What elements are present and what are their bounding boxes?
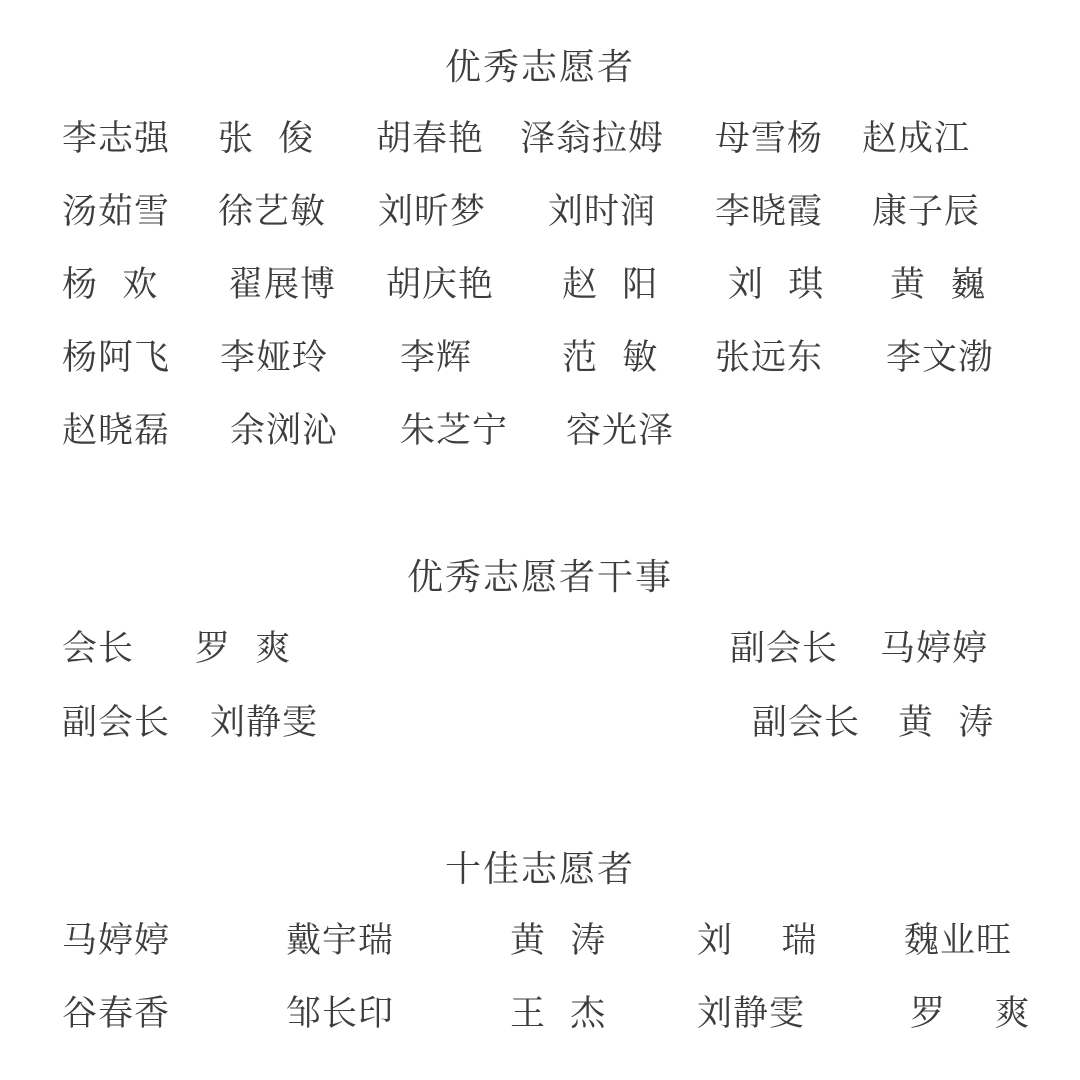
volunteer-name: 张 俊 <box>218 119 315 159</box>
volunteer-name: 李志强 <box>62 119 171 159</box>
officer-role: 会长 <box>62 629 135 669</box>
officer-name: 罗 爽 <box>195 629 292 669</box>
volunteer-name: 赵晓磊 <box>62 411 171 451</box>
volunteer-name: 母雪杨 <box>715 119 824 159</box>
officer-role: 副会长 <box>730 629 839 669</box>
top-volunteer-name: 刘 瑞 <box>697 921 818 961</box>
volunteer-name: 康子辰 <box>872 192 981 232</box>
officer-name: 黄 涛 <box>898 703 995 743</box>
volunteer-name: 范 敏 <box>562 338 659 378</box>
volunteer-name: 黄 巍 <box>890 265 987 305</box>
volunteer-name: 翟展博 <box>228 265 337 305</box>
volunteer-name: 余浏沁 <box>230 411 339 451</box>
volunteer-name: 赵成江 <box>862 119 971 159</box>
officer-role: 副会长 <box>752 703 861 743</box>
top-volunteer-name: 罗 爽 <box>910 994 1031 1034</box>
top-volunteer-name: 魏业旺 <box>904 921 1013 961</box>
top-volunteer-name: 马婷婷 <box>62 921 171 961</box>
volunteer-name: 李晓霞 <box>715 192 824 232</box>
top-volunteer-name: 黄 涛 <box>510 921 607 961</box>
volunteer-name: 李辉 <box>400 338 473 378</box>
volunteer-name: 李娅玲 <box>220 338 329 378</box>
volunteer-name: 汤茹雪 <box>62 192 171 232</box>
section-title-officers: 优秀志愿者干事 <box>406 557 673 598</box>
section-title-excellent-volunteers: 优秀志愿者 <box>444 47 635 88</box>
volunteer-name: 徐艺敏 <box>218 192 327 232</box>
volunteer-name: 刘时润 <box>548 192 657 232</box>
volunteer-name: 赵 阳 <box>562 265 659 305</box>
volunteer-name: 胡庆艳 <box>386 265 495 305</box>
volunteer-name: 杨阿飞 <box>62 338 171 378</box>
volunteer-name: 容光泽 <box>566 411 675 451</box>
volunteer-name: 刘 琪 <box>728 265 825 305</box>
volunteer-name: 胡春艳 <box>376 119 485 159</box>
volunteer-name: 李文渤 <box>886 338 995 378</box>
officer-name: 马婷婷 <box>880 629 989 669</box>
top-volunteer-name: 邹长印 <box>286 994 395 1034</box>
volunteer-name: 朱芝宁 <box>400 411 509 451</box>
volunteer-name: 张远东 <box>715 338 824 378</box>
top-volunteer-name: 戴宇瑞 <box>286 921 395 961</box>
volunteer-name: 泽翁拉姆 <box>520 119 665 159</box>
top-volunteer-name: 王 杰 <box>510 994 607 1034</box>
volunteer-name: 刘昕梦 <box>378 192 487 232</box>
volunteer-name: 杨 欢 <box>62 265 159 305</box>
officer-name: 刘静雯 <box>210 703 319 743</box>
top-volunteer-name: 刘静雯 <box>697 994 806 1034</box>
top-volunteer-name: 谷春香 <box>62 994 171 1034</box>
officer-role: 副会长 <box>62 703 171 743</box>
section-title-top-ten: 十佳志愿者 <box>444 849 635 890</box>
